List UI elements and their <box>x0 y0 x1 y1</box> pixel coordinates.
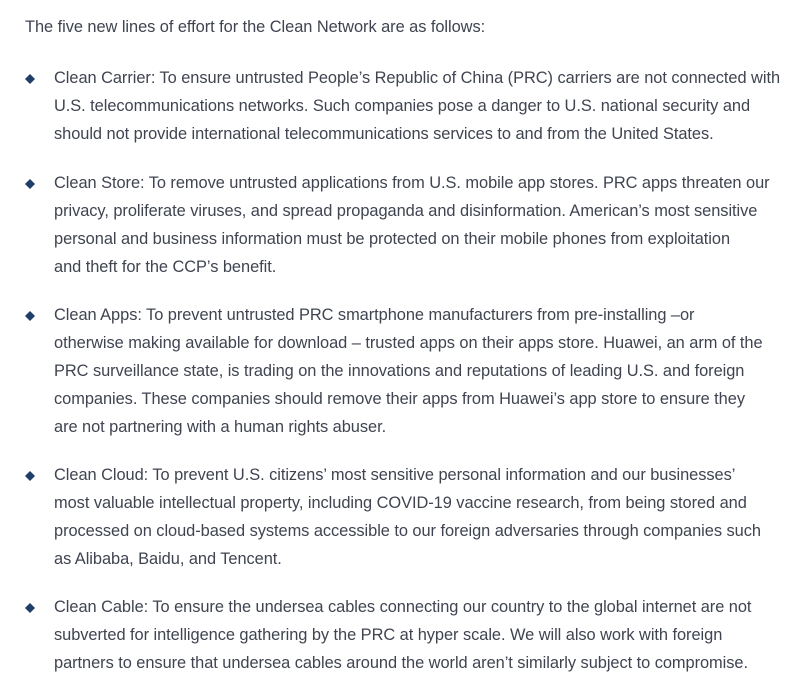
list-item-line: personal and business information must be protected on their mobile phones from exploitation <box>54 230 731 248</box>
diamond-bullet-icon <box>25 179 35 189</box>
list-item-line: are not partnering with a human rights abuser. <box>54 418 387 436</box>
list-item-line: companies. These companies should remove their apps from Huawei’s app store to ensure they <box>54 390 745 408</box>
list-item-line: privacy, proliferate viruses, and spread propaganda and disinformation. American’s most sensitive <box>54 202 758 220</box>
list-item-line: as Alibaba, Baidu, and Tencent. <box>54 550 282 568</box>
list-item-line: otherwise making available for download – trusted apps on their apps store. Huawei, an arm of the <box>54 334 763 352</box>
list-item-line: partners to ensure that undersea cables around the world aren’t similarly subject to compromise. <box>54 654 748 672</box>
list-item-line: and theft for the CCP’s benefit. <box>54 258 277 276</box>
list-item-line: PRC surveillance state, is trading on the innovations and reputations of leading U.S. and foreign <box>54 362 745 380</box>
diamond-bullet-icon <box>25 74 35 84</box>
diamond-bullet-icon <box>25 311 35 321</box>
list-item-line: Clean Store: To remove untrusted applications from U.S. mobile app stores. PRC apps threaten our <box>54 174 770 192</box>
list-item-line: Clean Cable: To ensure the undersea cables connecting our country to the global internet are not <box>54 598 752 616</box>
list-item-line: Clean Carrier: To ensure untrusted People’s Republic of China (PRC) carriers are not connected with <box>54 69 781 87</box>
list-item-line: processed on cloud-based systems accessible to our foreign adversaries through companies such <box>54 522 761 540</box>
list-item-line: Clean Cloud: To prevent U.S. citizens’ most sensitive personal information and our businesses’ <box>54 466 736 484</box>
diamond-bullet-icon <box>25 471 35 481</box>
list-item-line: Clean Apps: To prevent untrusted PRC smartphone manufacturers from pre-installing –or <box>54 306 695 324</box>
list-item-line: U.S. telecommunications networks. Such companies pose a danger to U.S. national security and <box>54 97 751 115</box>
list-item-line: subverted for intelligence gathering by the PRC at hyper scale. We will also work with foreign <box>54 626 723 644</box>
intro-paragraph: The five new lines of effort for the Clean Network are as follows: <box>25 18 486 36</box>
list-item-line: most valuable intellectual property, including COVID-19 vaccine research, from being stored and <box>54 494 747 512</box>
list-item-line: should not provide international telecommunications services to and from the United States. <box>54 125 714 143</box>
diamond-bullet-icon <box>25 603 35 613</box>
